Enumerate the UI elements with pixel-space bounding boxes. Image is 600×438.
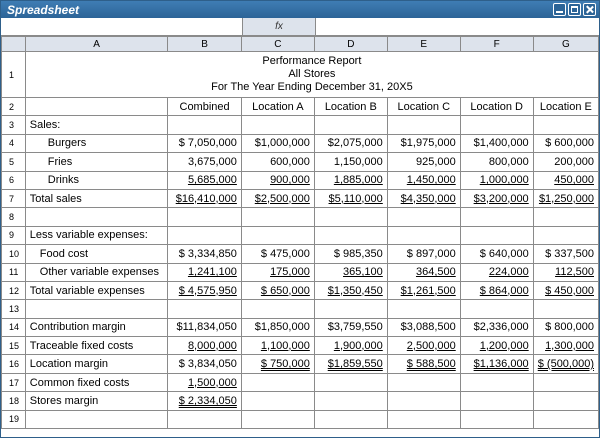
value-cell[interactable]: $1,250,000 xyxy=(533,189,598,207)
column-header-e[interactable]: E xyxy=(387,37,460,52)
value-cell[interactable]: 365,100 xyxy=(314,263,387,281)
cell[interactable] xyxy=(314,373,387,391)
report-header-cell[interactable] xyxy=(25,52,598,98)
label-cell[interactable]: Burgers xyxy=(25,134,168,152)
cell[interactable] xyxy=(241,226,314,244)
cell[interactable] xyxy=(387,116,460,134)
row-9 xyxy=(2,226,599,244)
cell[interactable] xyxy=(533,208,598,226)
value-cell[interactable]: $2,336,000 xyxy=(460,318,533,336)
close-button[interactable] xyxy=(583,3,596,16)
row-number[interactable]: 2 xyxy=(2,98,26,116)
corner-cell[interactable] xyxy=(2,37,26,52)
label-cell[interactable]: Food cost xyxy=(25,245,168,263)
value-cell[interactable]: 175,000 xyxy=(241,263,314,281)
row-8 xyxy=(2,208,599,226)
value-cell[interactable]: $ 750,000 xyxy=(241,355,314,373)
row-number[interactable]: 14 xyxy=(2,318,26,336)
value-cell[interactable]: 800,000 xyxy=(460,153,533,171)
cell[interactable] xyxy=(533,300,598,318)
label-cell[interactable]: Stores margin xyxy=(25,392,168,410)
cell[interactable] xyxy=(387,373,460,391)
row-number[interactable]: 15 xyxy=(2,337,26,355)
value-cell[interactable]: 1,000,000 xyxy=(460,171,533,189)
value-cell[interactable]: $11,834,050 xyxy=(168,318,242,336)
value-cell[interactable]: $ 800,000 xyxy=(533,318,598,336)
value-cell[interactable]: 450,000 xyxy=(533,171,598,189)
value-cell[interactable]: 364,500 xyxy=(387,263,460,281)
value-cell[interactable]: $ 450,000 xyxy=(533,281,598,299)
row-number[interactable]: 1 xyxy=(2,52,26,98)
value-cell[interactable]: $ 588,500 xyxy=(387,355,460,373)
cell[interactable] xyxy=(387,208,460,226)
cell[interactable] xyxy=(533,373,598,391)
column-header-a[interactable]: A xyxy=(25,37,168,52)
row-number[interactable]: 7 xyxy=(2,189,26,207)
cell[interactable] xyxy=(168,300,242,318)
value-cell[interactable]: $1,400,000 xyxy=(460,134,533,152)
cell[interactable] xyxy=(533,410,598,428)
cell[interactable] xyxy=(25,300,168,318)
cell[interactable] xyxy=(168,410,242,428)
row-7 xyxy=(2,189,599,207)
cell[interactable] xyxy=(168,226,242,244)
cell[interactable] xyxy=(460,116,533,134)
cell[interactable] xyxy=(168,208,242,226)
cell[interactable] xyxy=(241,208,314,226)
cell[interactable] xyxy=(460,373,533,391)
value-cell[interactable]: $3,759,550 xyxy=(314,318,387,336)
row-number[interactable]: 9 xyxy=(2,226,26,244)
label-cell[interactable]: Other variable expenses xyxy=(25,263,168,281)
label-cell[interactable]: Less variable expenses: xyxy=(25,226,168,244)
cell[interactable] xyxy=(387,300,460,318)
value-cell[interactable]: $1,975,000 xyxy=(387,134,460,152)
column-title-location-a[interactable]: Location A xyxy=(241,98,314,116)
row-number[interactable]: 18 xyxy=(2,392,26,410)
column-header-b[interactable]: B xyxy=(168,37,242,52)
value-cell[interactable]: $ 2,334,050 xyxy=(168,392,242,410)
window-controls xyxy=(553,3,596,16)
value-cell[interactable]: $ 337,500 xyxy=(533,245,598,263)
value-cell[interactable]: $ 475,000 xyxy=(241,245,314,263)
value-cell[interactable]: $2,075,000 xyxy=(314,134,387,152)
cell[interactable] xyxy=(241,373,314,391)
row-number[interactable]: 19 xyxy=(2,410,26,428)
value-cell[interactable]: 1,150,000 xyxy=(314,153,387,171)
value-cell[interactable]: $1,350,450 xyxy=(314,281,387,299)
minimize-button[interactable] xyxy=(553,3,566,16)
value-cell[interactable]: $4,350,000 xyxy=(387,189,460,207)
report-subtitle: All Stores xyxy=(288,68,336,80)
cell[interactable] xyxy=(168,116,242,134)
cell[interactable] xyxy=(533,116,598,134)
cell[interactable] xyxy=(241,116,314,134)
value-cell[interactable]: $ 985,350 xyxy=(314,245,387,263)
value-cell[interactable]: 1,300,000 xyxy=(533,337,598,355)
label-cell[interactable]: Total sales xyxy=(25,189,168,207)
row-2 xyxy=(2,98,599,116)
cell[interactable] xyxy=(460,226,533,244)
value-cell[interactable]: 1,100,000 xyxy=(241,337,314,355)
row-number[interactable]: 3 xyxy=(2,116,26,134)
value-cell[interactable]: 200,000 xyxy=(533,153,598,171)
label-cell[interactable]: Traceable fixed costs xyxy=(25,337,168,355)
value-cell[interactable]: $2,500,000 xyxy=(241,189,314,207)
column-header-c[interactable]: C xyxy=(241,37,314,52)
cell[interactable] xyxy=(25,410,168,428)
cell[interactable] xyxy=(460,300,533,318)
cell[interactable] xyxy=(314,116,387,134)
cell[interactable] xyxy=(314,208,387,226)
value-cell[interactable]: $ 3,834,050 xyxy=(168,355,242,373)
cell[interactable] xyxy=(241,300,314,318)
cell[interactable] xyxy=(314,226,387,244)
value-cell[interactable]: $ 864,000 xyxy=(460,281,533,299)
row-number[interactable]: 17 xyxy=(2,373,26,391)
row-19 xyxy=(2,410,599,428)
column-title-location-d[interactable]: Location D xyxy=(460,98,533,116)
value-cell[interactable]: 8,000,000 xyxy=(168,337,242,355)
value-cell[interactable]: 1,885,000 xyxy=(314,171,387,189)
cell[interactable] xyxy=(460,410,533,428)
column-header-g[interactable]: G xyxy=(533,37,598,52)
value-cell[interactable]: 5,685,000 xyxy=(168,171,242,189)
fx-label[interactable]: fx xyxy=(242,18,316,35)
row-number[interactable]: 5 xyxy=(2,153,26,171)
label-cell[interactable]: Location margin xyxy=(25,355,168,373)
value-cell[interactable]: $1,850,000 xyxy=(241,318,314,336)
value-cell[interactable]: $1,136,000 xyxy=(460,355,533,373)
row-17 xyxy=(2,373,599,391)
value-cell[interactable]: 3,675,000 xyxy=(168,153,242,171)
row-14 xyxy=(2,318,599,336)
row-6 xyxy=(2,171,599,189)
cell[interactable] xyxy=(314,410,387,428)
value-cell[interactable]: 1,500,000 xyxy=(168,373,242,391)
value-cell[interactable]: $1,859,550 xyxy=(314,355,387,373)
row-number[interactable]: 16 xyxy=(2,355,26,373)
formula-bar xyxy=(1,18,599,36)
value-cell[interactable]: $16,410,000 xyxy=(168,189,242,207)
row-13 xyxy=(2,300,599,318)
row-number[interactable]: 11 xyxy=(2,263,26,281)
column-header-f[interactable]: F xyxy=(460,37,533,52)
spreadsheet-grid xyxy=(1,36,599,429)
cell[interactable] xyxy=(314,300,387,318)
cell[interactable] xyxy=(241,410,314,428)
value-cell[interactable]: $3,200,000 xyxy=(460,189,533,207)
cell[interactable] xyxy=(25,98,168,116)
value-cell[interactable]: $ 650,000 xyxy=(241,281,314,299)
cell[interactable] xyxy=(387,226,460,244)
value-cell[interactable]: $ 7,050,000 xyxy=(168,134,242,152)
column-title-location-b[interactable]: Location B xyxy=(314,98,387,116)
window-title: Spreadsheet xyxy=(7,2,80,17)
row-number[interactable]: 13 xyxy=(2,300,26,318)
cell[interactable] xyxy=(25,208,168,226)
value-cell[interactable]: $5,110,000 xyxy=(314,189,387,207)
value-cell[interactable]: $ 640,000 xyxy=(460,245,533,263)
cell[interactable] xyxy=(241,392,314,410)
value-cell[interactable]: $ 600,000 xyxy=(533,134,598,152)
cell[interactable] xyxy=(460,208,533,226)
cell[interactable] xyxy=(387,410,460,428)
row-number[interactable]: 10 xyxy=(2,245,26,263)
column-header-d[interactable]: D xyxy=(314,37,387,52)
column-title-location-c[interactable]: Location C xyxy=(387,98,460,116)
report-title: Performance Report xyxy=(262,55,362,67)
label-cell[interactable]: Sales: xyxy=(25,116,168,134)
cell[interactable] xyxy=(460,392,533,410)
cell[interactable] xyxy=(314,392,387,410)
label-cell[interactable]: Fries xyxy=(25,153,168,171)
value-cell[interactable]: $3,088,500 xyxy=(387,318,460,336)
value-cell[interactable]: 224,000 xyxy=(460,263,533,281)
row-number[interactable]: 6 xyxy=(2,171,26,189)
label-cell[interactable]: Drinks xyxy=(25,171,168,189)
value-cell[interactable]: $1,261,500 xyxy=(387,281,460,299)
row-11 xyxy=(2,263,599,281)
value-cell[interactable]: 2,500,000 xyxy=(387,337,460,355)
cell[interactable] xyxy=(387,392,460,410)
value-cell[interactable]: $ 897,000 xyxy=(387,245,460,263)
value-cell[interactable]: 925,000 xyxy=(387,153,460,171)
row-3 xyxy=(2,116,599,134)
cell[interactable] xyxy=(533,226,598,244)
row-5 xyxy=(2,153,599,171)
label-cell[interactable]: Contribution margin xyxy=(25,318,168,336)
value-cell[interactable]: $ 3,334,850 xyxy=(168,245,242,263)
column-title-combined[interactable]: Combined xyxy=(168,98,242,116)
value-cell[interactable]: 1,241,100 xyxy=(168,263,242,281)
row-number[interactable]: 4 xyxy=(2,134,26,152)
maximize-button[interactable] xyxy=(568,3,581,16)
value-cell[interactable]: 1,900,000 xyxy=(314,337,387,355)
label-cell[interactable]: Common fixed costs xyxy=(25,373,168,391)
value-cell[interactable]: $1,000,000 xyxy=(241,134,314,152)
value-cell[interactable]: $ 4,575,950 xyxy=(168,281,242,299)
title-bar xyxy=(1,1,599,18)
row-15 xyxy=(2,337,599,355)
row-18 xyxy=(2,392,599,410)
report-period: For The Year Ending December 31, 20X5 xyxy=(211,81,413,93)
value-cell[interactable]: 900,000 xyxy=(241,171,314,189)
row-10 xyxy=(2,245,599,263)
value-cell[interactable]: 1,450,000 xyxy=(387,171,460,189)
label-cell[interactable]: Total variable expenses xyxy=(25,281,168,299)
value-cell[interactable]: 112,500 xyxy=(533,263,598,281)
column-title-location-e[interactable]: Location E xyxy=(533,98,598,116)
value-cell[interactable]: $ (500,000) xyxy=(533,355,598,373)
row-number[interactable]: 8 xyxy=(2,208,26,226)
cell[interactable] xyxy=(533,392,598,410)
row-number[interactable]: 12 xyxy=(2,281,26,299)
value-cell[interactable]: 1,200,000 xyxy=(460,337,533,355)
value-cell[interactable]: 600,000 xyxy=(241,153,314,171)
row-12 xyxy=(2,281,599,299)
row-16 xyxy=(2,355,599,373)
row-4 xyxy=(2,134,599,152)
